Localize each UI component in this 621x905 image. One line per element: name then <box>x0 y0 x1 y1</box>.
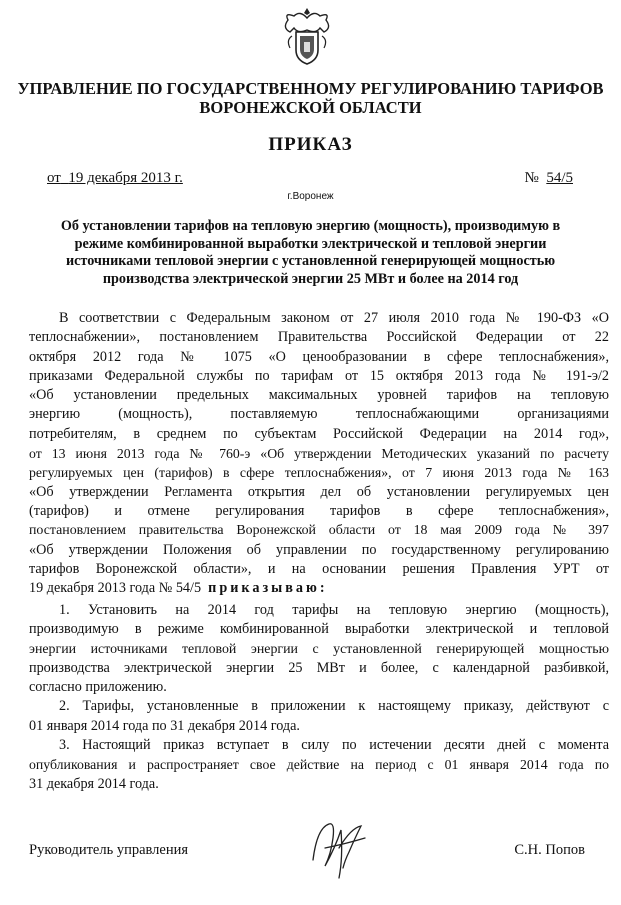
preamble-line: В соответствии с Федеральным законом от 27 июля 2010 года № 190-ФЗ «О <box>59 310 609 326</box>
number-prefix: № <box>524 170 539 186</box>
order-subject <box>24 218 597 288</box>
preamble-line: энергию (мощность), поставляемую теплоснабжающими организациями <box>29 406 609 423</box>
preamble-line: «Об утверждении Регламента открытия дел об установлении регулируемых цен <box>29 483 609 500</box>
item-line: 1. Установить на 2014 год тарифы на тепловую энергию (мощность), <box>59 602 609 618</box>
subject-line: источниками тепловой энергии с установленной генерирующей мощностью <box>65 253 556 269</box>
item-line: 31 декабря 2014 года. <box>29 775 159 792</box>
preamble-line: регулируемых цен (тарифов) в сфере теплоснабжения», от 7 июня 2013 года № 163 <box>29 465 609 481</box>
date-value: 19 декабря 2013 г. <box>68 170 183 186</box>
coat-of-arms-icon <box>280 6 334 66</box>
preamble-line: октября 2012 года № 1075 «О ценообразовании в сфере теплоснабжения», <box>29 348 609 365</box>
preamble-line: 19 декабря 2013 года № 54/5 <box>29 580 202 597</box>
org-line-1: УПРАВЛЕНИЕ ПО ГОСУДАРСТВЕННОМУ РЕГУЛИРОВАНИЮ ТАРИФОВ <box>17 79 604 98</box>
item-line: согласно приложению. <box>29 679 167 696</box>
preamble <box>29 309 609 598</box>
preamble-line: приказами Федеральной службы по тарифам от 15 октября 2013 года № 191-э/2 <box>29 367 609 384</box>
handwritten-signature-icon <box>305 808 375 883</box>
organization-name <box>10 79 611 117</box>
preamble-line: «Об утверждении Положения об управлении по государственному регулированию <box>29 541 609 558</box>
preamble-line: теплоснабжении», постановлением Правительства Российской Федерации от 22 <box>29 329 609 346</box>
item-line: энергии источниками тепловой энергии с установленной генерирующей мощностью <box>29 641 609 657</box>
subject-line: режиме комбинированной выработки электрической и тепловой энергии <box>74 235 547 252</box>
preamble-line: (тарифов) и отмене регулирования тарифов в сфере теплоснабжения», <box>29 502 609 519</box>
preamble-line: потребителям, в среднем по субъектам Российской Федерации на 2014 год», <box>29 425 609 442</box>
order-number <box>525 170 573 187</box>
preamble-line: «Об установлении предельных максимальных уровней тарифов на тепловую <box>29 387 609 404</box>
preamble-line: постановлением правительства Воронежской области от 18 мая 2009 года № 397 <box>29 523 609 539</box>
item-line: 01 января 2014 года по 31 декабря 2014 года. <box>29 717 300 734</box>
number-value: 54/5 <box>546 170 573 186</box>
item-line: опубликования и распространяет свое действие на период с 01 января 2014 года по <box>29 757 609 773</box>
item-line: 3. Настоящий приказ вступает в силу по истечении десяти дней с момента <box>59 737 609 754</box>
city: г.Воронеж <box>287 191 334 202</box>
document-type: ПРИКАЗ <box>268 134 353 155</box>
signatory-name: С.Н. Попов <box>514 842 585 858</box>
date-prefix: от <box>47 170 61 186</box>
item-line: производства электрической энергии 25 МВт и более, с календарной разбивкой, <box>29 659 609 676</box>
order-date <box>47 170 183 187</box>
subject-line: Об установлении тарифов на тепловую энергию (мощность), производимую в <box>60 218 561 234</box>
signatory-position: Руководитель управления <box>29 842 189 858</box>
preamble-line: от 13 июня 2013 года № 760-э «Об утверждении Методических указаний по расчету <box>29 446 609 462</box>
item-line: производимую в режиме комбинированной выработки электрической и тепловой <box>29 621 609 638</box>
order-items <box>29 601 609 794</box>
preamble-line: тарифов Воронежской области», и на основании решения Правления УРТ от <box>29 560 609 577</box>
preamble-final-line <box>29 579 609 598</box>
decree-word: приказываю: <box>208 580 328 597</box>
org-line-2: ВОРОНЕЖСКОЙ ОБЛАСТИ <box>199 98 422 117</box>
subject-line: производства электрической энергии 25 МВт и более на 2014 год <box>102 270 519 287</box>
item-line: 2. Тарифы, установленные в приложении к настоящему приказу, действуют с <box>59 698 609 715</box>
